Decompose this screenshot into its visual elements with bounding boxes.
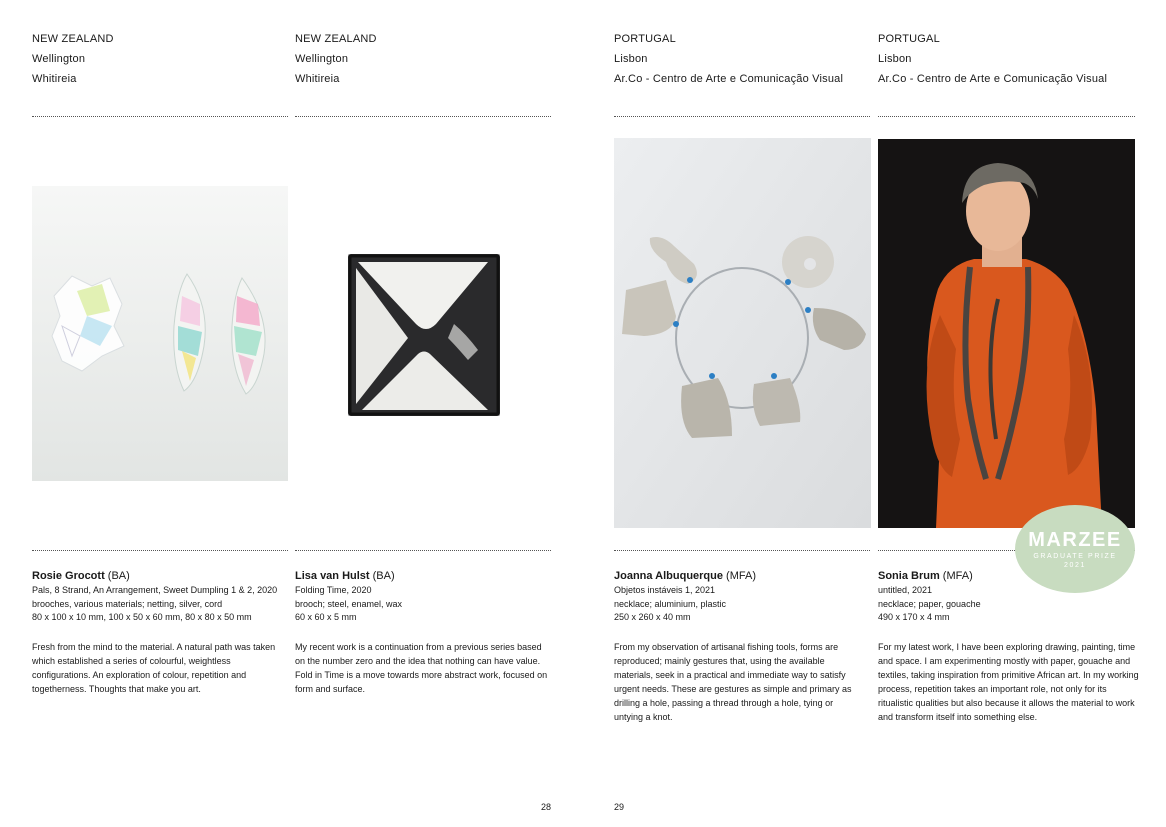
divider xyxy=(295,550,551,551)
artist-name: Rosie Grocott xyxy=(32,570,105,582)
artist-info xyxy=(614,568,870,625)
artist-statement: Fresh from the mind to the material. A natural path was taken which established a series of colourful, weightless configurations. An exploration of colour, repetition and togetherness. Thoughts that make you art. xyxy=(32,642,276,694)
page-number-right: 29 xyxy=(614,802,625,812)
work-dimensions: 60 x 60 x 5 mm xyxy=(295,612,357,622)
artwork-photo-lisa-van-hulst xyxy=(348,254,500,416)
artist-degree: (BA) xyxy=(104,570,130,582)
column-4-header xyxy=(878,29,1107,89)
page-number-left: 28 xyxy=(541,802,552,812)
artist-statement: From my observation of artisanal fishing tools, forms are reproduced; mainly gestures that, using the available materials, seek in a practical and immediate way to satisfy urgent needs. These are gestures as simple and primary as drilling a hole, passing a thread through a hole, tying or untying a knot. xyxy=(614,642,852,722)
country: NEW ZEALAND xyxy=(295,33,377,45)
artist-name: Joanna Albuquerque xyxy=(614,570,723,582)
badge-year: 2021 xyxy=(1064,562,1086,569)
country: PORTUGAL xyxy=(878,33,940,45)
school: Ar.Co - Centro de Arte e Comunicação Visual xyxy=(614,73,844,85)
work-title: Objetos instáveis 1, 2021 xyxy=(614,585,716,595)
work-title: Folding Time, 2020 xyxy=(295,585,372,595)
artist-statement: My recent work is a continuation from a previous series based on the number zero and the idea that nothing can have value. Fold in Time is a move towards more abstract work, focused on form and surface. xyxy=(295,642,548,694)
divider xyxy=(32,550,288,551)
artist-degree: (BA) xyxy=(369,570,395,582)
artist-name: Lisa van Hulst xyxy=(295,570,370,582)
city: Wellington xyxy=(295,53,349,65)
divider xyxy=(32,116,288,117)
artwork-photo-joanna-albuquerque xyxy=(614,138,871,528)
city: Wellington xyxy=(32,53,86,65)
badge-subtitle: GRADUATE PRIZE xyxy=(1033,553,1117,560)
column-1-header xyxy=(32,29,114,89)
work-materials: brooch; steel, enamel, wax xyxy=(295,598,403,609)
artwork-photo-rosie-grocott xyxy=(32,186,288,481)
work-materials: brooches, various materials; netting, silver, cord xyxy=(32,598,223,609)
work-dimensions: 80 x 100 x 10 mm, 100 x 50 x 60 mm, 80 x 80 x 50 mm xyxy=(32,612,252,622)
badge-title: MARZEE xyxy=(1028,529,1122,551)
country: PORTUGAL xyxy=(614,33,676,45)
marzee-graduate-prize-badge xyxy=(1015,505,1135,593)
divider xyxy=(878,116,1135,117)
city: Lisbon xyxy=(878,53,912,65)
artist-degree: (MFA) xyxy=(723,570,756,582)
school: Ar.Co - Centro de Arte e Comunicação Visual xyxy=(878,73,1108,85)
divider xyxy=(295,116,551,117)
divider xyxy=(614,550,870,551)
work-title: untitled, 2021 xyxy=(878,585,933,595)
column-2-header xyxy=(295,29,377,89)
school: Whitireia xyxy=(32,73,77,85)
work-title: Pals, 8 Strand, An Arrangement, Sweet Dumpling 1 & 2, 2020 xyxy=(32,585,278,595)
city: Lisbon xyxy=(614,53,648,65)
column-3-header xyxy=(614,29,843,89)
artist-info xyxy=(32,568,288,625)
artist-degree: (MFA) xyxy=(939,570,973,582)
divider xyxy=(614,116,870,117)
artist-portrait-sonia-brum xyxy=(878,139,1135,528)
artist-info xyxy=(295,568,551,625)
artist-statement: For my latest work, I have been exploring drawing, painting, time and space. I am experimenting mostly with paper, gouache and textiles, taking inspiration from primitive African art. In my working process, repetition takes an important role, not only for its ritualistic qualities but also because it allows the material to work and transform itself into something else. xyxy=(878,642,1139,722)
artist-name: Sonia Brum xyxy=(878,570,940,582)
work-dimensions: 490 x 170 x 4 mm xyxy=(878,612,950,622)
work-materials: necklace; paper, gouache xyxy=(878,598,981,609)
work-materials: necklace; aluminium, plastic xyxy=(614,598,727,609)
school: Whitireia xyxy=(295,73,340,85)
country: NEW ZEALAND xyxy=(32,33,114,45)
work-dimensions: 250 x 260 x 40 mm xyxy=(614,612,691,622)
